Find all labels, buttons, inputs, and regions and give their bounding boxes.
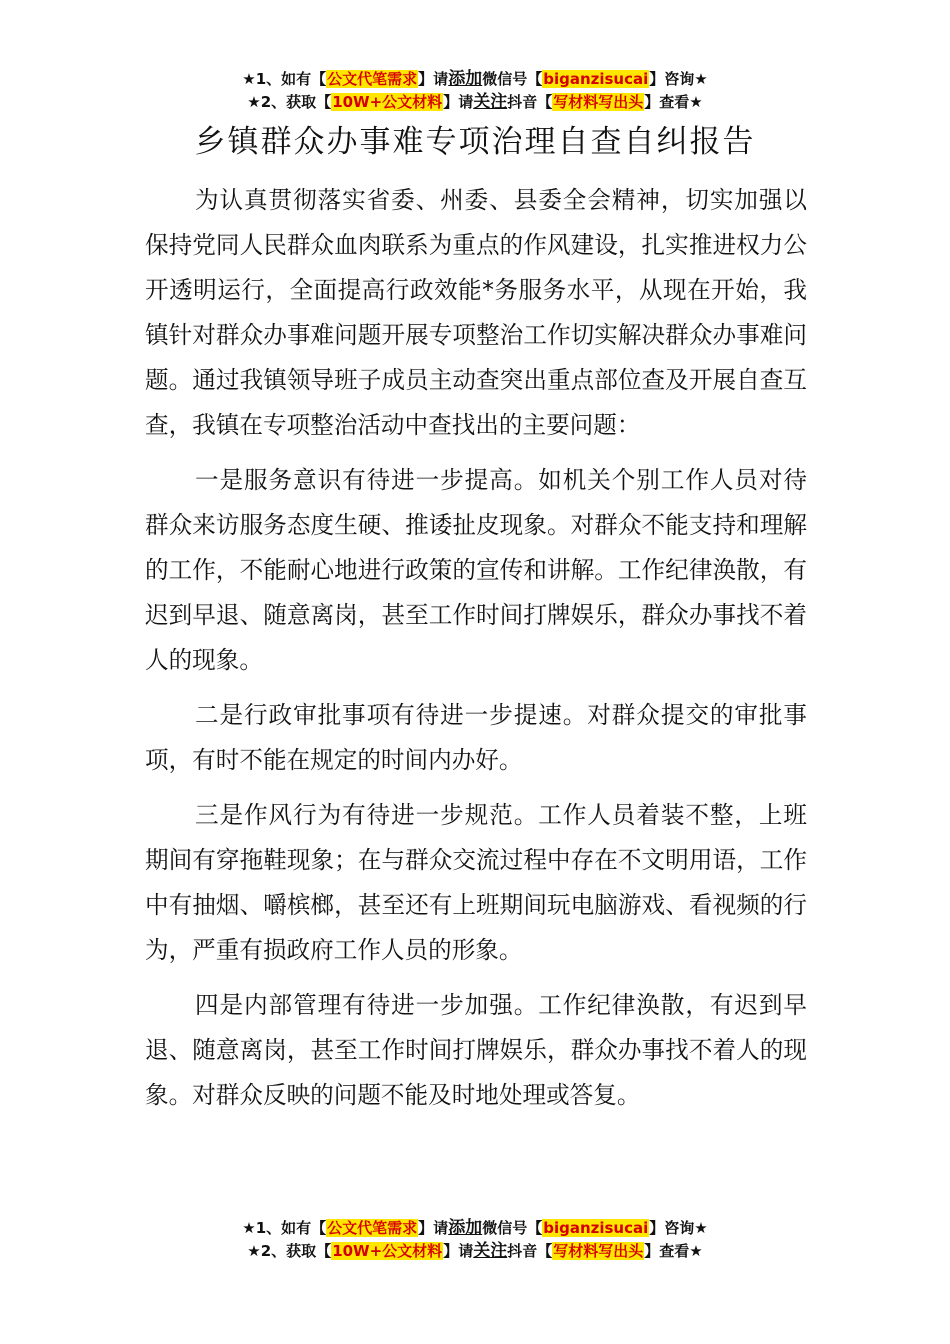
paragraph-service-awareness: 一是服务意识有待进一步提高。如机关个别工作人员对待群众来访服务态度生硬、推诿扯皮现象。对群众不能支持和理解的工作，不能耐心地进行政策的宣传和讲解。工作纪律涣散，有迟到早退、随意离岗，甚至工作时间打牌娱乐，群众办事找不着人的现象。: [145, 466, 807, 674]
promo-highlight-materials: 10W+公文材料: [332, 1242, 443, 1260]
document-title: 乡镇群众办事难专项治理自查自纠报告: [194, 124, 756, 160]
promo-underline-follow: 关注: [473, 1241, 508, 1261]
promo-highlight-service: 公文代笔需求: [327, 70, 418, 88]
promo-highlight-service: 公文代笔需求: [327, 1219, 418, 1237]
footer-promo-banner: [0, 1217, 950, 1263]
paragraph-conduct: 三是作风行为有待进一步规范。工作人员着装不整，上班期间有穿拖鞋现象；在与群众交流过程中存在不文明用语，工作中有抽烟、嚼槟榔，甚至还有上班期间玩电脑游戏、看视频的行为，严重有损政府工作人员的形象。: [145, 801, 807, 964]
promo-underline-add: 添加: [448, 69, 483, 89]
document-body: [145, 178, 807, 1128]
promo-line-1: ★1、如有【公文代笔需求】请添加微信号【biganzisucai】咨询★: [242, 1218, 708, 1238]
promo-line-2: ★2、获取【10W+公文材料】请关注抖音【写材料写出头】查看★: [247, 1241, 703, 1261]
promo-underline-follow: 关注: [473, 92, 508, 112]
promo-highlight-douyin: 写材料写出头: [553, 1242, 644, 1260]
paragraph-approval-speed: 二是行政审批事项有待进一步提速。对群众提交的审批事项，有时不能在规定的时间内办好。: [145, 701, 807, 774]
promo-highlight-wechat-id: biganzisucai: [543, 1219, 649, 1237]
paragraph-internal-management: 四是内部管理有待进一步加强。工作纪律涣散，有迟到早退、随意离岗，甚至工作时间打牌娱乐，群众办事找不着人的现象。对群众反映的问题不能及时地处理或答复。: [145, 991, 807, 1109]
promo-highlight-wechat-id: biganzisucai: [543, 70, 649, 88]
header-promo-banner: [0, 68, 950, 114]
promo-line-1: ★1、如有【公文代笔需求】请添加微信号【biganzisucai】咨询★: [242, 69, 708, 89]
paragraph-intro: 为认真贯彻落实省委、州委、县委全会精神，切实加强以保持党同人民群众血肉联系为重点的作风建设，扎实推进权力公开透明运行，全面提高行政效能*务服务水平，从现在开始，我镇针对群众办事难问题开展专项整治工作切实解决群众办事难问题。通过我镇领导班子成员主动查突出重点部位查及开展自查互查，我镇在专项整治活动中查找出的主要问题：: [145, 186, 807, 439]
promo-underline-add: 添加: [448, 1218, 483, 1238]
promo-line-2: ★2、获取【10W+公文材料】请关注抖音【写材料写出头】查看★: [247, 92, 703, 112]
promo-highlight-douyin: 写材料写出头: [553, 93, 644, 111]
promo-highlight-materials: 10W+公文材料: [332, 93, 443, 111]
